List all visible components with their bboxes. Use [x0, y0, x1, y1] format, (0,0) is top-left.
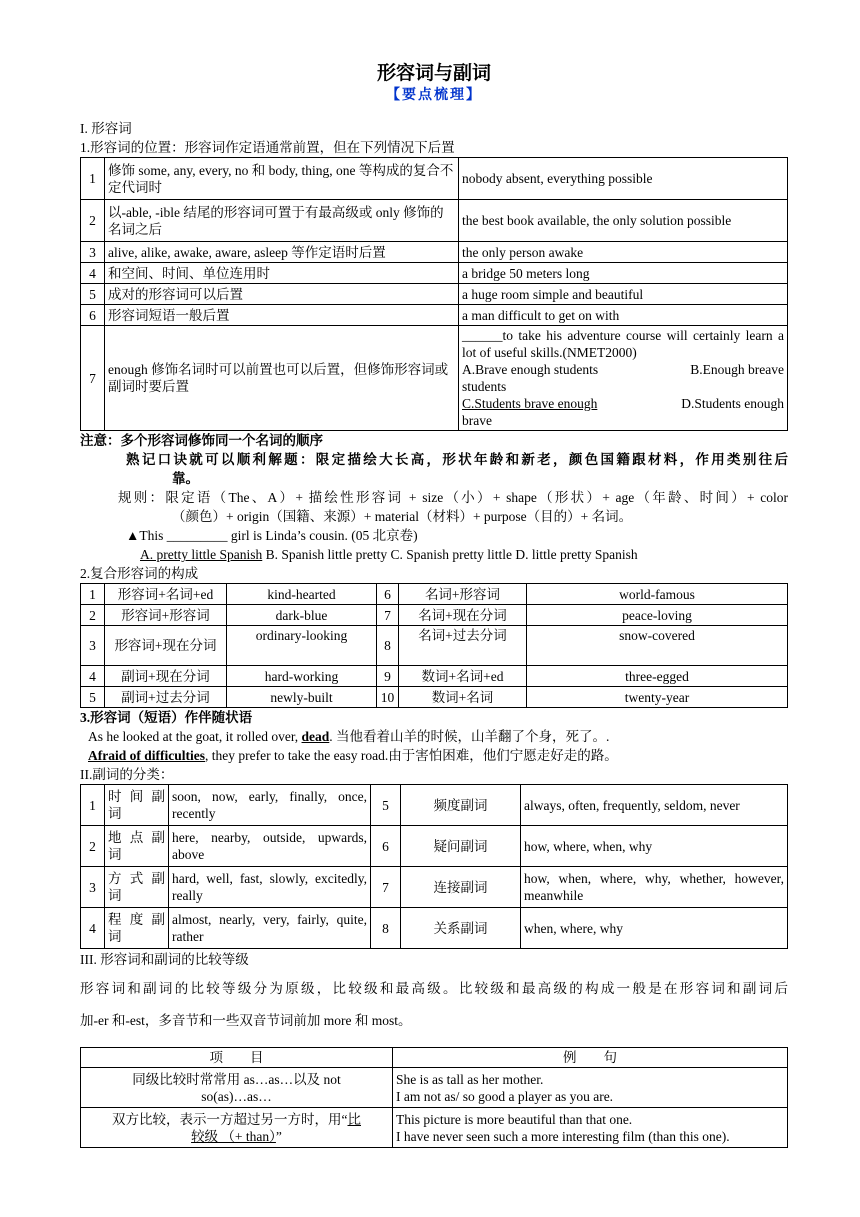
row-number: 7	[81, 326, 105, 431]
adjective-position-table	[80, 157, 788, 431]
adverb-type-label: 词	[108, 847, 122, 862]
example-sentence	[80, 727, 788, 746]
example-cell: world-famous	[527, 584, 788, 605]
row-number: 5	[371, 785, 401, 826]
formation-cell: 副词+现在分词	[105, 666, 227, 687]
adverb-type-cell	[105, 826, 169, 867]
paragraph-line: 加-er 和-est，多音节和一些双音节词前加 more 和 most。	[80, 1013, 412, 1028]
adverb-type-label: 程 度 副	[108, 912, 165, 927]
sentence-highlight: Afraid of difficulties	[88, 748, 205, 763]
example-cell	[393, 1108, 788, 1148]
item-text: 同级比较时常常用 as…as…以及 not	[132, 1071, 341, 1087]
item-text: 双方比较，表示一方超过另一方时，用“	[112, 1111, 348, 1127]
example-cell	[393, 1068, 788, 1108]
table-row	[81, 305, 788, 326]
mnemonic-line: 熟记口诀就可以顺利解题：限定描绘大长高，形状年龄和新老，颜色国籍跟材料，作用类别往后	[126, 452, 788, 467]
section-heading-adjectives: I. 形容词	[80, 121, 132, 136]
example-cell: how, where, when, why	[521, 826, 788, 867]
row-number: 3	[81, 242, 105, 263]
rule-cell: 和空间、时间、单位连用时	[105, 263, 459, 284]
sentence-text: As he looked at the goat, it rolled over,	[88, 729, 302, 744]
formation-cell: 数词+名词	[399, 687, 527, 708]
exercise-question: ▲This _________ girl is Linda’s cousin. (05 北京卷)	[126, 528, 418, 543]
adverb-type-cell: 疑问副词	[401, 826, 521, 867]
example-sentence: I have never seen such a more interesting film (than this one).	[396, 1128, 730, 1144]
formation-cell: 形容词+名词+ed	[105, 584, 227, 605]
adverb-type-cell: 关系副词	[401, 908, 521, 949]
formation-cell: 副词+过去分词	[105, 687, 227, 708]
question-line: lot of useful skills.(NMET2000)	[462, 345, 637, 360]
table-row	[81, 242, 788, 263]
column-header: 项 目	[81, 1048, 393, 1068]
item-text-underlined: 比	[347, 1111, 361, 1127]
row-number: 2	[81, 826, 105, 867]
order-rule-line: （颜色）+ origin（国籍、来源）+ material（材料）+ purpose（目的）+ 名词。	[172, 509, 633, 524]
formation-cell: 形容词+现在分词	[105, 626, 227, 666]
rule-cell: 成对的形容词可以后置	[105, 284, 459, 305]
table-row	[81, 1108, 788, 1148]
table-row	[81, 158, 788, 200]
rule-cell: 修饰 some, any, every, no 和 body, thing, one 等构成的复合不定代词时	[105, 158, 459, 200]
comparison-paragraph	[80, 973, 788, 1037]
rule-cell: enough 修饰名词时可以前置也可以后置，但修饰形容词或副词时要后置	[105, 326, 459, 431]
row-number: 6	[371, 826, 401, 867]
exercise-options	[80, 545, 788, 564]
note-label: 注意：多个形容词修饰同一个名词的顺序	[80, 433, 323, 448]
example-cell: the only person awake	[459, 242, 788, 263]
example-sentence: I am not as/ so good a player as you are.	[396, 1088, 614, 1104]
example-cell: snow-covered	[527, 626, 788, 666]
adverb-type-cell	[105, 908, 169, 949]
row-number: 10	[377, 687, 399, 708]
example-cell: soon, now, early, finally, once, recently	[169, 785, 371, 826]
rule-cell: 形容词短语一般后置	[105, 305, 459, 326]
adverb-type-cell: 连接副词	[401, 867, 521, 908]
adverb-type-label: 词	[108, 929, 122, 944]
row-number: 1	[81, 785, 105, 826]
adverb-type-cell	[105, 867, 169, 908]
table-row	[81, 200, 788, 242]
row-number: 5	[81, 687, 105, 708]
example-cell: nobody absent, everything possible	[459, 158, 788, 200]
option-b: B.Enough breave	[690, 362, 784, 377]
row-number: 4	[81, 263, 105, 284]
row-number: 6	[377, 584, 399, 605]
page-title: 形容词与副词	[376, 63, 491, 84]
option-d: D.Students enough	[681, 396, 784, 411]
item-text: ”	[275, 1128, 282, 1144]
example-cell: a huge room simple and beautiful	[459, 284, 788, 305]
paragraph-line: 形容词和副词的比较等级分为原级，比较级和最高级。比较级和最高级的构成一般是在形容词和副词后	[80, 981, 788, 996]
item-cell	[81, 1068, 393, 1108]
example-cell: here, nearby, outside, upwards, above	[169, 826, 371, 867]
formation-cell: 名词+现在分词	[399, 605, 527, 626]
sentence-text: . 当他看着山羊的时候，山羊翻了个身，死了。.	[329, 729, 610, 744]
formation-cell: 名词+过去分词	[399, 626, 527, 666]
row-number: 8	[377, 626, 399, 666]
row-number: 1	[81, 584, 105, 605]
table-row	[81, 908, 788, 949]
table-header-row	[81, 1048, 788, 1068]
row-number: 7	[371, 867, 401, 908]
example-cell: almost, nearly, very, fairly, quite, rather	[169, 908, 371, 949]
subheading-adjective-position: 1.形容词的位置：形容词作定语通常前置，但在下列情况下后置	[80, 140, 455, 155]
option-row	[462, 361, 784, 378]
table-row	[81, 666, 788, 687]
column-header: 例 句	[393, 1048, 788, 1068]
example-sentence: This picture is more beautiful than that one.	[396, 1111, 633, 1127]
exercise-other-options: B. Spanish little pretty C. Spanish pretty little D. little pretty Spanish	[262, 547, 638, 562]
table-row	[81, 1068, 788, 1108]
section-heading-comparison: III. 形容词和副词的比较等级	[80, 952, 249, 967]
row-number: 3	[81, 626, 105, 666]
comparison-table	[80, 1047, 788, 1148]
item-text: so(as)…as…	[201, 1088, 272, 1104]
adverb-type-cell: 频度副词	[401, 785, 521, 826]
row-number: 6	[81, 305, 105, 326]
example-cell: a man difficult to get on with	[459, 305, 788, 326]
sentence-highlight: dead	[301, 729, 330, 744]
table-row	[81, 584, 788, 605]
adverb-types-table	[80, 784, 788, 949]
row-number: 1	[81, 158, 105, 200]
table-row	[81, 284, 788, 305]
row-number: 7	[377, 605, 399, 626]
table-row	[81, 263, 788, 284]
subheading-compound-adjectives: 2.复合形容词的构成	[80, 566, 199, 581]
row-number: 5	[81, 284, 105, 305]
question-line: ______to take his adventure course will certainly learn a	[462, 328, 784, 343]
document-page	[80, 0, 788, 1148]
example-cell: three-egged	[527, 666, 788, 687]
table-row	[81, 867, 788, 908]
table-row	[81, 626, 788, 666]
page-subtitle: 【要点梳理】	[386, 88, 482, 103]
rule-cell: 以-able, -ible 结尾的形容词可置于有最高级或 only 修饰的名词之后	[105, 200, 459, 242]
formation-cell: 名词+形容词	[399, 584, 527, 605]
example-cell: always, often, frequently, seldom, never	[521, 785, 788, 826]
adverb-type-label: 词	[108, 888, 122, 903]
adverb-type-label: 时 间 副	[108, 789, 165, 804]
example-sentence	[80, 746, 788, 765]
row-number: 2	[81, 605, 105, 626]
adverb-type-cell	[105, 785, 169, 826]
row-number: 2	[81, 200, 105, 242]
example-cell: the best book available, the only solution possible	[459, 200, 788, 242]
example-cell: a bridge 50 meters long	[459, 263, 788, 284]
adverb-type-label: 地 点 副	[108, 830, 165, 845]
example-cell: dark-blue	[227, 605, 377, 626]
item-text-underlined: 较级 （+ than）	[191, 1128, 276, 1144]
row-number: 4	[81, 908, 105, 949]
option-c-answer: C.Students brave enough	[462, 396, 598, 411]
sentence-text: , they prefer to take the easy road.由于害怕困难，他们宁愿走好走的路。	[205, 748, 618, 763]
example-cell: hard-working	[227, 666, 377, 687]
table-row	[81, 687, 788, 708]
compound-adjective-table	[80, 583, 788, 708]
table-row	[81, 605, 788, 626]
table-row	[81, 785, 788, 826]
table-row	[81, 826, 788, 867]
row-number: 9	[377, 666, 399, 687]
example-cell: hard, well, fast, slowly, excitedly, really	[169, 867, 371, 908]
option-d-continued: brave	[462, 413, 492, 428]
example-cell: twenty-year	[527, 687, 788, 708]
example-sentence: She is as tall as her mother.	[396, 1071, 544, 1087]
example-cell: kind-hearted	[227, 584, 377, 605]
adverb-type-label: 方 式 副	[108, 871, 165, 886]
section-heading-adverbs: II.副词的分类：	[80, 767, 174, 782]
option-row	[462, 395, 784, 412]
formation-cell: 形容词+形容词	[105, 605, 227, 626]
example-cell: newly-built	[227, 687, 377, 708]
subheading-adverbial: 3.形容词（短语）作伴随状语	[80, 710, 253, 725]
option-b-continued: students	[462, 379, 507, 394]
row-number: 3	[81, 867, 105, 908]
order-rule-line: 规则：限定语（The、A）+ 描绘性形容词 + size（小）+ shape（形状）+ age（年龄、时间）+ color	[118, 490, 788, 505]
exercise-answer: A. pretty little Spanish	[140, 547, 263, 562]
item-cell	[81, 1108, 393, 1148]
example-cell: ordinary-looking	[227, 626, 377, 666]
table-row	[81, 326, 788, 431]
example-cell: when, where, why	[521, 908, 788, 949]
example-cell-question	[459, 326, 788, 431]
example-cell: how, when, where, why, whether, however, meanwhile	[521, 867, 788, 908]
mnemonic-line: 靠。	[172, 471, 199, 486]
row-number: 4	[81, 666, 105, 687]
example-cell: peace-loving	[527, 605, 788, 626]
option-a: A.Brave enough students	[462, 362, 599, 377]
row-number: 8	[371, 908, 401, 949]
rule-cell: alive, alike, awake, aware, asleep 等作定语时后置	[105, 242, 459, 263]
adverb-type-label: 词	[108, 806, 122, 821]
formation-cell: 数词+名词+ed	[399, 666, 527, 687]
